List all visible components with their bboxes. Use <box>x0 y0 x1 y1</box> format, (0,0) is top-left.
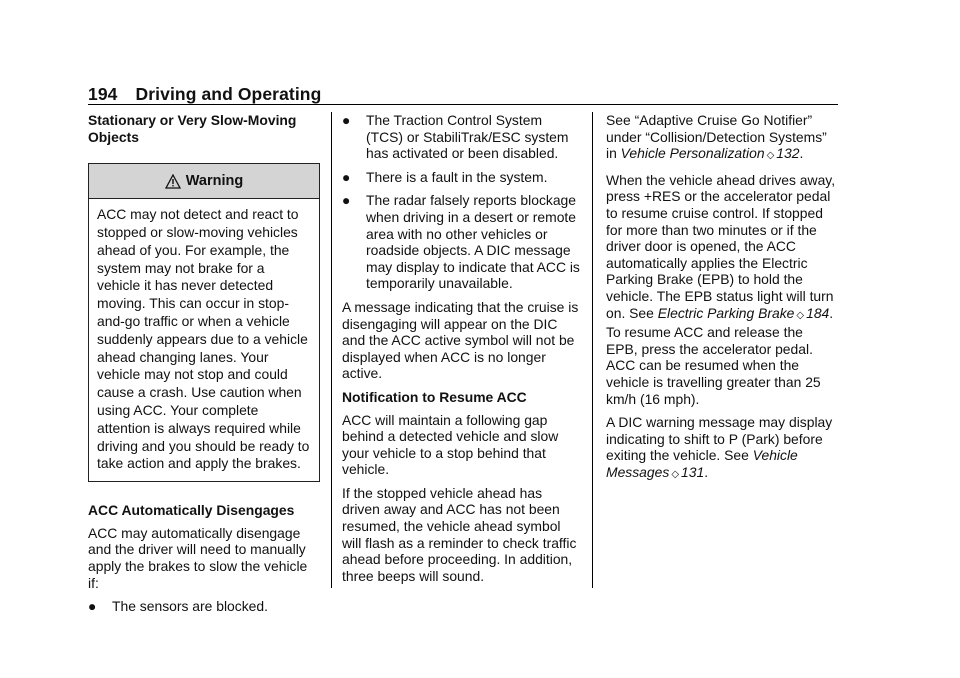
period: . <box>799 145 804 162</box>
page-reference-icon: ◇ <box>766 150 775 162</box>
page-header <box>88 84 321 105</box>
heading-notification-resume: Notification to Resume ACC <box>342 388 527 405</box>
page-reference-number[interactable]: 132 <box>776 145 800 162</box>
column-divider <box>331 112 332 588</box>
bullet-text: The radar falsely reports blockage when driving in a desert or remote area with no other vehicles or roadside objects. A DIC message may display to indicate that ACC is temporarily unavailable. <box>366 192 580 292</box>
paragraph: ACC will maintain a following gap behind a detected vehicle and slow your vehicle to a stop behind that vehicle. <box>342 411 559 478</box>
paragraph: If the stopped vehicle ahead has driven away and ACC has not been resumed, the vehicle ahead symbol will flash as a reminder to check traffic ahead before proceeding. In addition, three beeps will sound. <box>342 484 577 584</box>
period: . <box>829 304 834 321</box>
page-reference-number[interactable]: 131 <box>681 463 705 480</box>
heading-stationary-objects: Stationary or Very Slow-Moving Objects <box>88 112 297 145</box>
paragraph: ACC may automatically disengage and the driver will need to manually apply the brakes to slow the vehicle if: <box>88 524 308 591</box>
page-reference-icon: ◇ <box>796 309 805 321</box>
page-reference-icon: ◇ <box>671 468 680 480</box>
bullet-text: The sensors are blocked. <box>112 598 268 615</box>
paragraph-text: See “Adaptive Cruise Go Notifier” under “Collision/Detection Systems” in <box>606 112 827 162</box>
bullet-item <box>342 112 580 162</box>
warning-triangle-icon <box>165 174 181 189</box>
cross-reference-link[interactable]: Vehicle Personalization <box>620 145 765 162</box>
bullet-item <box>342 169 580 186</box>
bullet-icon: ● <box>342 168 351 185</box>
column-1 <box>88 112 320 622</box>
bullet-item <box>88 598 320 615</box>
bullet-text: The Traction Control System (TCS) or StabiliTrak/ESC system has activated or been disabled. <box>366 112 569 162</box>
warning-title: Warning <box>185 172 244 189</box>
bullet-icon: ● <box>342 192 351 209</box>
warning-text: ACC may not detect and react to stopped or slow-moving vehicles ahead of you. For example, the system may not brake for a vehicle it has never detected moving. This can occur in stop-and-go traffic or when a vehicle suddenly appears due to a vehicle ahead changing lanes. Your vehicle may not stop and could cause a crash. Use caution when using ACC. Your complete attention is always required while driving and you should be ready to take action and apply the brakes. <box>97 206 310 472</box>
warning-header <box>89 164 319 199</box>
paragraph: A message indicating that the cruise is disengaging will appear on the DIC and the ACC active symbol will not be displayed when ACC is no longer active. <box>342 298 579 382</box>
section-title: Driving and Operating <box>135 84 322 104</box>
warning-box <box>88 163 320 482</box>
paragraph <box>606 414 838 483</box>
column-2 <box>342 112 580 591</box>
paragraph <box>606 172 838 407</box>
paragraph-text: To resume ACC and release the EPB, press the accelerator pedal. ACC can be resumed when the vehicle is travelling greater than 25 km/h (16 mph). <box>606 324 821 407</box>
paragraph-text: When the vehicle ahead drives away, press +RES or the accelerator pedal to resume cruise control. If stopped for more than two minutes or if the driver door is opened, the ACC automatically applies the Electric Parking Brake (EPB) to hold the vehicle. The EPB status light will turn on. See <box>606 171 836 321</box>
bullet-item <box>342 192 580 292</box>
column-3 <box>606 112 838 490</box>
header-rule <box>88 104 838 105</box>
bullet-icon: ● <box>88 598 97 615</box>
heading-acc-disengages: ACC Automatically Disengages <box>88 502 295 519</box>
cross-reference-link[interactable]: Vehicle Messages <box>606 447 798 480</box>
page-reference-number[interactable]: 184 <box>806 304 830 321</box>
page-number: 194 <box>88 84 118 104</box>
bullet-text: There is a fault in the system. <box>366 168 548 185</box>
paragraph-text: A DIC warning message may display indicating to shift to P (Park) before exiting the vehicle. See <box>606 414 833 464</box>
period: . <box>704 463 709 480</box>
bullet-icon: ● <box>342 112 351 128</box>
paragraph <box>606 112 838 165</box>
column-divider <box>592 112 593 588</box>
cross-reference-link[interactable]: Electric Parking Brake <box>657 304 795 321</box>
